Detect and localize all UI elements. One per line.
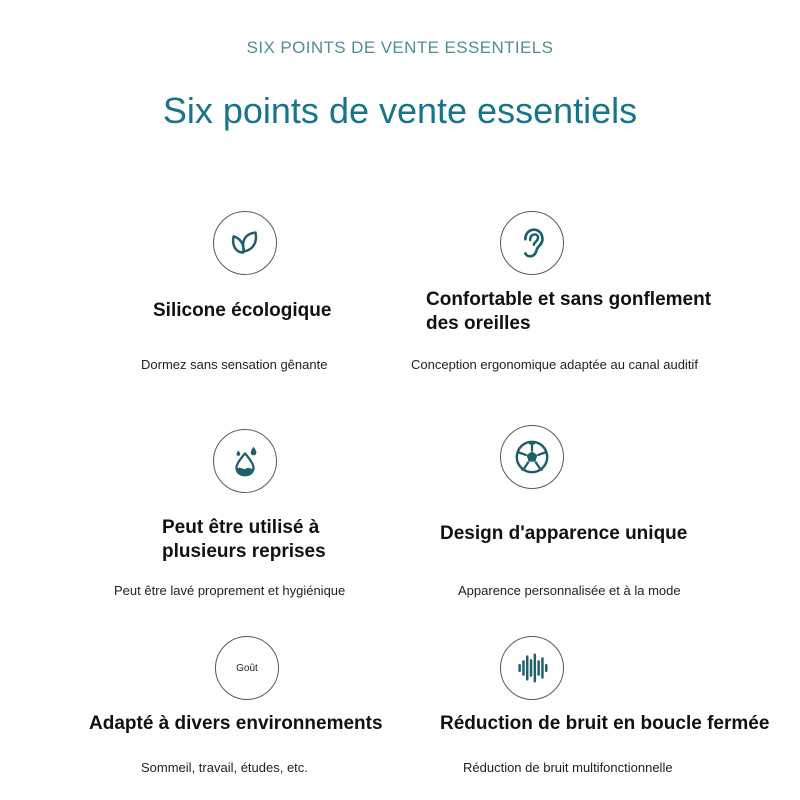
feature-title: Réduction de bruit en boucle fermée — [440, 713, 770, 734]
ear-icon — [513, 224, 551, 262]
text-badge-circle — [215, 636, 279, 700]
ear-icon-circle — [500, 211, 564, 275]
feature-title: Design d'apparence unique — [440, 523, 688, 544]
feature-title — [426, 288, 766, 336]
feature-title-line: plusieurs reprises — [162, 541, 326, 562]
water-drop-icon-circle — [213, 429, 277, 493]
feature-title-line: Peut être utilisé à — [162, 517, 320, 538]
feature-description: Sommeil, travail, études, etc. — [141, 760, 308, 775]
feature-title — [162, 516, 392, 564]
feature-title-line: Confortable et sans gonflement — [426, 289, 712, 310]
feature-title-line: des oreilles — [426, 313, 531, 334]
feature-description: Apparence personnalisée et à la mode — [458, 583, 681, 598]
text-badge: Goût — [236, 662, 258, 674]
feature-description: Réduction de bruit multifonctionnelle — [463, 760, 673, 775]
feature-title: Silicone écologique — [153, 300, 332, 321]
leaf-icon — [226, 224, 264, 262]
feature-title: Adapté à divers environnements — [89, 713, 383, 734]
feature-description: Dormez sans sensation gênante — [141, 357, 328, 372]
water-drop-icon — [226, 442, 264, 480]
soccer-ball-icon-circle — [500, 425, 564, 489]
leaf-icon-circle — [213, 211, 277, 275]
page-title: Six points de vente essentiels — [162, 90, 638, 131]
section-kicker: SIX POINTS DE VENTE ESSENTIELS — [246, 38, 554, 57]
sound-wave-icon-circle — [500, 636, 564, 700]
sound-wave-icon — [513, 649, 551, 687]
soccer-ball-icon — [513, 438, 551, 476]
feature-description: Conception ergonomique adaptée au canal auditif — [411, 357, 698, 372]
feature-description: Peut être lavé proprement et hygiénique — [114, 583, 346, 598]
